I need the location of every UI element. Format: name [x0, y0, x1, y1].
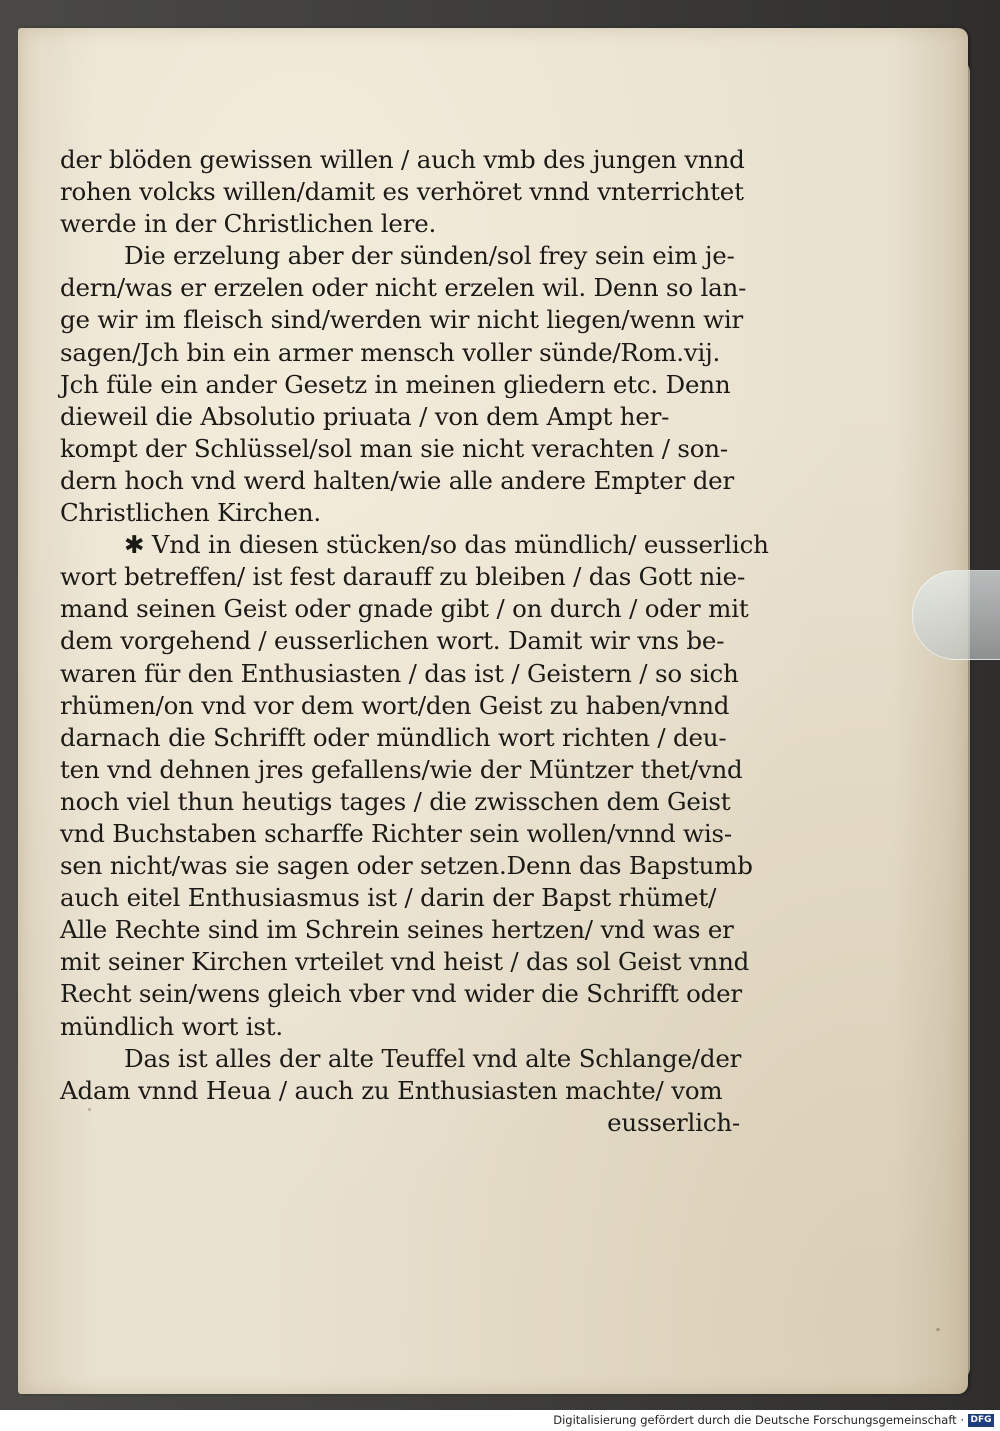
text-line: vnd Buchstaben scharffe Richter sein wollen/vnnd wis- [60, 818, 732, 848]
digitization-footer [0, 1410, 1000, 1431]
text-line: kompt der Schlüssel/sol man sie nicht verachten / son- [60, 433, 728, 463]
text-line: Das ist alles der alte Teuffel vnd alte Schlange/der [124, 1043, 742, 1073]
text-line: mand seinen Geist oder gnade gibt / on durch / oder mit [60, 594, 749, 624]
page-text [60, 144, 769, 1139]
text-line: mit seiner Kirchen vrteilet vnd heist / das sol Geist vnnd [60, 947, 750, 977]
text-line: rhümen/on vnd vor dem wort/den Geist zu haben/vnnd [60, 690, 730, 720]
text-line: Christlichen Kirchen. [60, 498, 321, 528]
text-line: wort betreffen/ ist fest darauff zu bleiben / das Gott nie- [60, 562, 746, 592]
text-line: ten vnd dehnen jres gefallens/wie der Müntzer thet/vnd [60, 754, 743, 784]
paper-speck [936, 1328, 940, 1331]
text-line: ge wir im fleisch sind/werden wir nicht liegen/wenn wir [60, 305, 744, 335]
text-line: sagen/Jch bin ein armer mensch voller sünde/Rom.vij. [60, 337, 721, 367]
text-line: darnach die Schrifft oder mündlich wort richten / deu- [60, 722, 727, 752]
text-line: werde in der Christlichen lere. [60, 209, 437, 239]
text-line: Recht sein/wens gleich vber vnd wider die Schrifft oder [60, 979, 742, 1009]
text-line: dieweil die Absolutio priuata / von dem Ampt her- [60, 401, 670, 431]
funding-credit: Digitalisierung gefördert durch die Deutsche Forschungsgemeinschaft · [553, 1413, 964, 1427]
text-line: Alle Rechte sind im Schrein seines hertzen/ vnd was er [60, 915, 734, 945]
text-line: der blöden gewissen willen / auch vmb des jungen vnnd [60, 145, 745, 174]
text-line: waren für den Enthusiasten / das ist / Geistern / so sich [60, 658, 739, 688]
text-line: noch viel thun heutigs tages / die zwisschen dem Geist [60, 786, 731, 816]
text-line: Jch füle ein ander Gesetz in meinen gliedern etc. Denn [60, 369, 731, 399]
text-line: Die erzelung aber der sünden/sol frey sein eim je- [124, 241, 735, 271]
text-line: ✱ Vnd in diesen stücken/so das mündlich/ eusserlich [124, 530, 769, 560]
catchword: eusserlich- [607, 1107, 740, 1137]
text-line: auch eitel Enthusiasmus ist / darin der Bapst rhümet/ [60, 883, 717, 913]
text-line: sen nicht/was sie sagen oder setzen.Denn das Bapstumb [60, 851, 753, 881]
bookmark-tab [912, 570, 1000, 660]
text-line: dem vorgehend / eusserlichen wort. Damit wir vns be- [60, 626, 725, 656]
text-line: dern hoch vnd werd halten/wie alle andere Empter der [60, 465, 734, 495]
text-line: rohen volcks willen/damit es verhöret vnnd vnterrichtet [60, 177, 744, 207]
text-line: mündlich wort ist. [60, 1011, 283, 1041]
text-line: dern/was er erzelen oder nicht erzelen wil. Denn so lan- [60, 273, 747, 303]
text-line: Adam vnnd Heua / auch zu Enthusiasten machte/ vom [60, 1075, 723, 1105]
dfg-logo: DFG [968, 1414, 994, 1427]
